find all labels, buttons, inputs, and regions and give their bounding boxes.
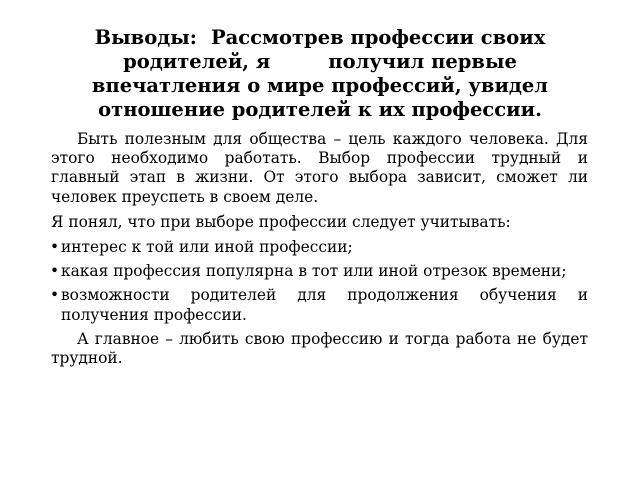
- bullet-icon: •: [50, 262, 60, 281]
- heading-line-3: впечатления о мире профессий, увидел: [91, 74, 549, 97]
- body-text: [51, 130, 588, 374]
- list-item: [51, 238, 588, 257]
- conclusion-heading: [60, 26, 580, 122]
- list-item-text: возможности родителей для продолжения обучения и получения профессии.: [61, 286, 588, 324]
- criteria-list: [51, 238, 588, 325]
- paragraph-usefulness: Быть полезным для общества – цель каждого человека. Для этого необходимо работать. Выбор профессии трудный и главный этап в жизни. От этого выбора зависит, сможет ли человек преуспеть в своем деле.: [51, 130, 588, 206]
- list-item-text: интерес к той или иной профессии;: [61, 238, 353, 257]
- paragraph-final: А главное – любить свою профессию и тогда работа не будет трудной.: [51, 329, 588, 368]
- list-item: [51, 262, 588, 281]
- heading-label: Выводы:: [94, 26, 197, 49]
- list-item-text: какая профессия популярна в тот или иной отрезок времени;: [61, 262, 567, 281]
- paragraph-criteria-intro: Я понял, что при выборе профессии следует учитывать:: [51, 212, 511, 231]
- heading-line-1: Рассмотрев профессии своих: [210, 26, 546, 49]
- heading-line-2b: получил первые: [328, 50, 517, 73]
- heading-line-4: отношение родителей к их профессии.: [98, 98, 542, 121]
- list-item: [51, 286, 588, 324]
- bullet-icon: •: [50, 238, 60, 257]
- heading-line-2a: родителей, я: [123, 50, 271, 73]
- bullet-icon: •: [50, 286, 60, 305]
